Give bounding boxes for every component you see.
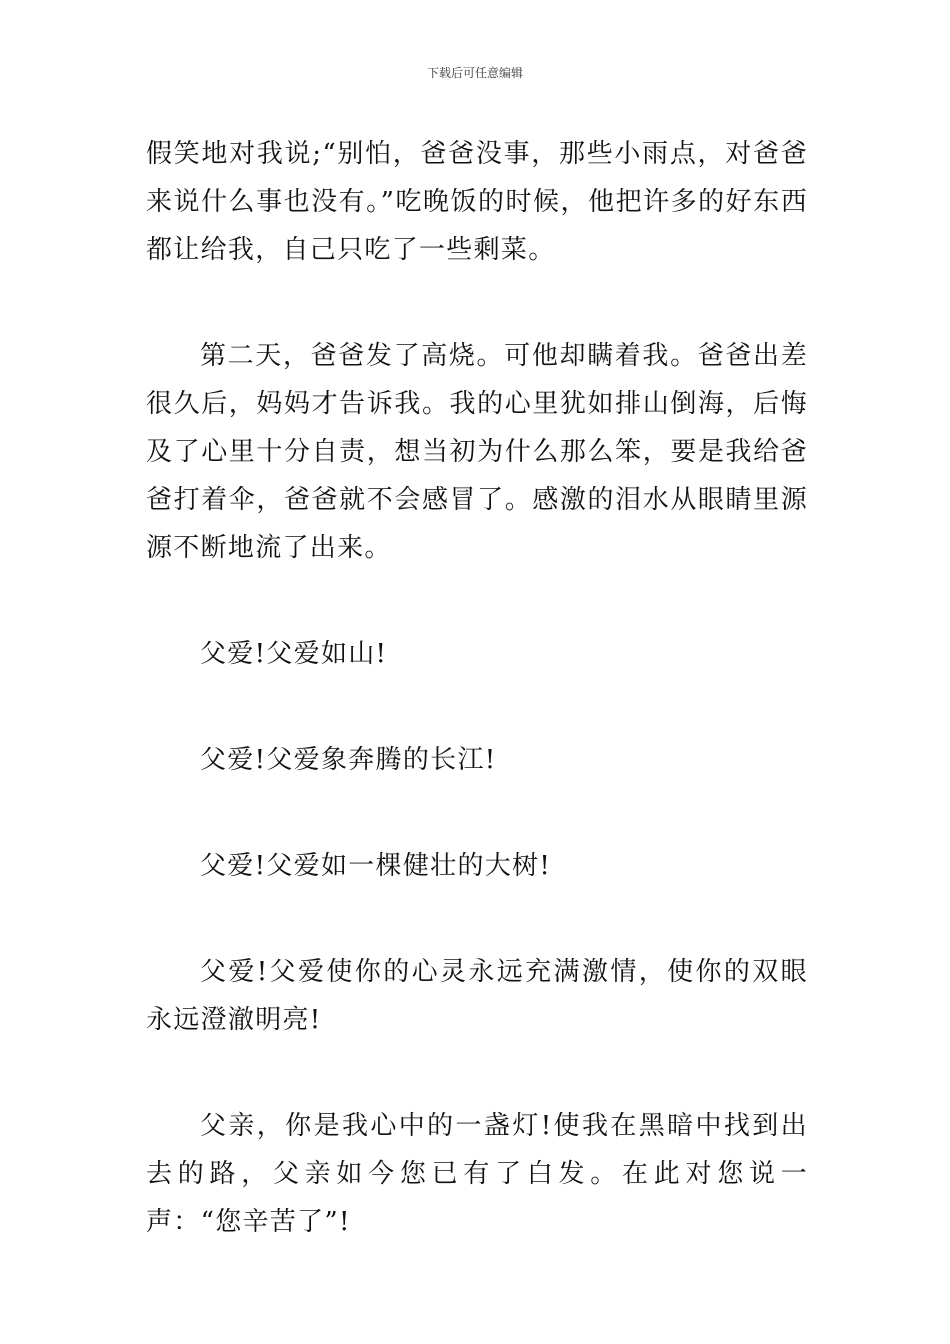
page-header: 下载后可任意编辑 (426, 66, 523, 80)
paragraph-1: 假笑地对我说;“别怕，爸爸没事，那些小雨点，对爸爸来说什么事也没有。”吃晚饭的时候，他把许多的好东西都让给我，自己只吃了一些剩菜。 (146, 139, 808, 265)
paragraph-3: 父爱!父爱如山! (200, 639, 388, 669)
paragraph-6: 父爱!父爱使你的心灵永远充满激情，使你的双眼永远澄澈明亮! (146, 957, 808, 1035)
paragraph-7: 父亲，你是我心中的一盏灯!使我在黑暗中找到出去的路，父亲如今您已有了白发。在此对您说一声：“您辛苦了”! (146, 1111, 808, 1237)
paragraph-2: 第二天，爸爸发了高烧。可他却瞒着我。爸爸出差很久后，妈妈才告诉我。我的心里犹如排山倒海，后悔及了心里十分自责，想当初为什么那么笨，要是我给爸爸打着伞，爸爸就不会感冒了。感激的泪水从眼睛里源源不断地流了出来。 (146, 341, 808, 563)
paragraph-5: 父爱!父爱如一棵健壮的大树! (200, 851, 552, 881)
paragraph-4: 父爱!父爱象奔腾的长江! (200, 745, 497, 775)
document-body (146, 130, 808, 1246)
